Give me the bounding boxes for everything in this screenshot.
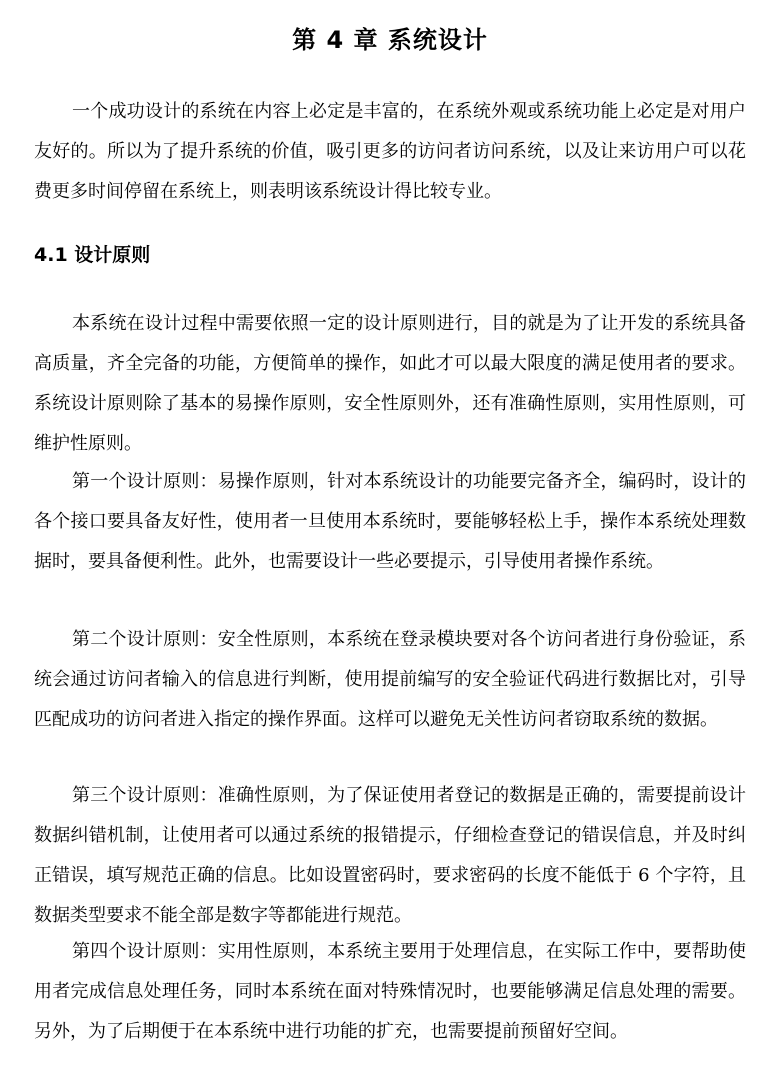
- section-paragraph-principle-4: 第四个设计原则：实用性原则，本系统主要用于处理信息，在实际工作中，要帮助使用者完成信息处理任务，同时本系统在面对特殊情况时，也要能够满足信息处理的需要。另外，为了后期便于在本系统中进行功能的扩充，也需要提前预留好空间。: [34, 941, 746, 1042]
- section-paragraph-principle-3: 第三个设计原则：准确性原则，为了保证使用者登记的数据是正确的，需要提前设计数据纠错机制，让使用者可以通过系统的报错提示，仔细检查登记的错误信息，并及时纠正错误，填写规范正确的信息。比如设置密码时，要求密码的长度不能低于 6 个字符，且数据类型要求不能全部是数字等都能进行规范。: [34, 785, 746, 926]
- section-paragraph-principle-2: 第二个设计原则：安全性原则，本系统在登录模块要对各个访问者进行身份验证，系统会通过访问者输入的信息进行判断，使用提前编写的安全验证代码进行数据比对，引导匹配成功的访问者进入指定的操作界面。这样可以避免无关性访问者窃取系统的数据。: [34, 629, 746, 730]
- chapter-title: 第 4 章 系统设计: [292, 26, 488, 54]
- section-paragraph-principle-1: 第一个设计原则：易操作原则，针对本系统设计的功能要完备齐全，编码时，设计的各个接口要具备友好性，使用者一旦使用本系统时，要能够轻松上手，操作本系统处理数据时，要具备便利性。此外，也需要设计一些必要提示，引导使用者操作系统。: [34, 471, 746, 572]
- section-title: 4.1 设计原则: [34, 244, 151, 266]
- intro-paragraph: 一个成功设计的系统在内容上必定是丰富的，在系统外观或系统功能上必定是对用户友好的。所以为了提升系统的价值，吸引更多的访问者访问系统，以及让来访用户可以花费更多时间停留在系统上，则表明该系统设计得比较专业。: [34, 101, 746, 202]
- section-paragraph-overview: 本系统在设计过程中需要依照一定的设计原则进行，目的就是为了让开发的系统具备高质量，齐全完备的功能，方便简单的操作，如此才可以最大限度的满足使用者的要求。系统设计原则除了基本的易操作原则，安全性原则外，还有准确性原则，实用性原则，可维护性原则。: [34, 313, 746, 454]
